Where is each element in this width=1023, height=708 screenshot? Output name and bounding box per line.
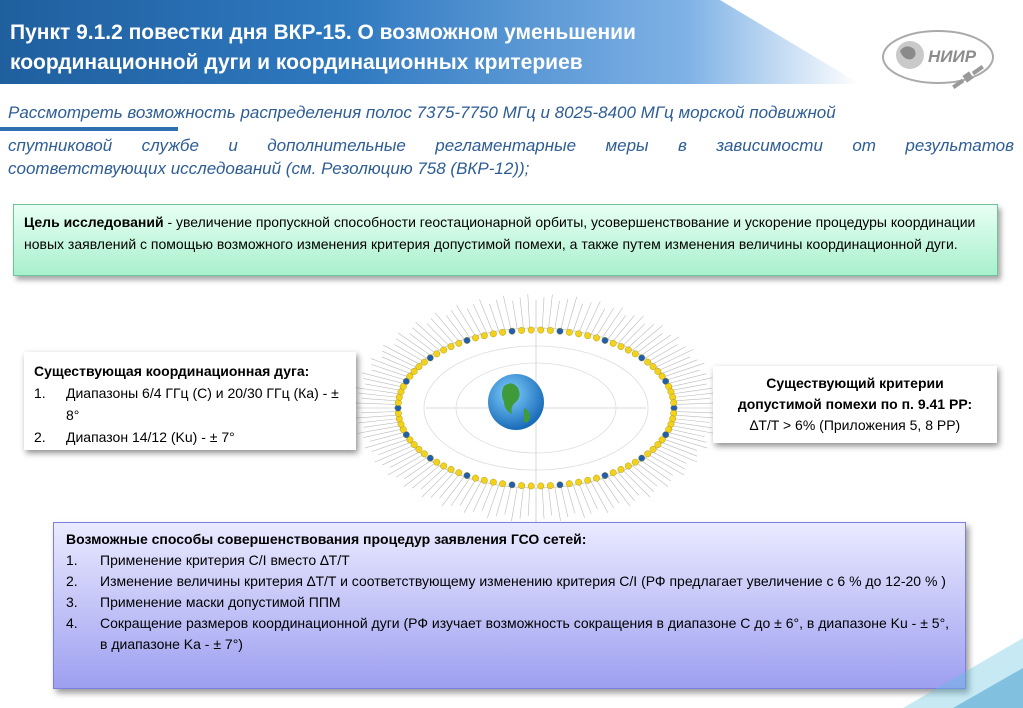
satellite-marker — [547, 482, 553, 488]
orbit-spoke — [370, 433, 403, 442]
orbit-spoke — [446, 315, 464, 339]
satellite-marker — [464, 337, 470, 343]
orbit-spoke — [383, 345, 419, 364]
orbit-spoke — [362, 398, 397, 401]
list-number: 2. — [66, 573, 78, 589]
orbit-spoke — [555, 487, 561, 521]
satellite-marker — [456, 340, 462, 346]
goal-label: Цель исследований — [24, 214, 164, 230]
satellite-marker — [472, 475, 478, 481]
orbit-spoke — [362, 373, 403, 384]
satellite-marker — [448, 343, 454, 349]
orbit-spoke — [591, 482, 608, 513]
orbit-spoke — [513, 301, 518, 329]
satellite-marker — [456, 469, 462, 475]
orbit-spoke — [528, 488, 530, 516]
satellite-marker — [427, 455, 433, 461]
orbit-spoke — [675, 398, 710, 401]
orbit-spoke — [641, 461, 670, 481]
orbit-spoke — [460, 480, 475, 505]
title-line-2: координационной дуги и координационных критериев — [10, 51, 583, 74]
orbit-spoke — [520, 488, 523, 519]
orbit-spoke — [503, 296, 511, 329]
orbit-spoke — [388, 455, 423, 475]
satellite-marker — [632, 351, 638, 357]
orbit-spoke — [597, 308, 614, 336]
satellite-marker — [593, 335, 599, 341]
research-goal-box — [13, 204, 998, 276]
orbit-spoke — [363, 429, 401, 437]
orbit-spoke — [597, 480, 614, 508]
intro-paragraph — [8, 134, 1014, 180]
satellite-marker — [509, 328, 515, 334]
satellite-marker — [618, 343, 624, 349]
criteria-text: ∆T/T > 6% (Приложения 5, 8 РР) — [749, 417, 961, 433]
orbit-spoke — [676, 403, 715, 404]
satellite-marker — [528, 327, 534, 333]
orbit-spoke — [675, 419, 710, 423]
intro-line-1: Рассмотреть возможность распределения полос 7375-7750 МГц и 8025-8400 МГц морской подвижной — [8, 103, 836, 122]
methods-header: Возможные способы совершенствования процедур заявления ГСО сетей: — [66, 531, 587, 547]
list-text: Применение маски допустимой ППМ — [100, 594, 341, 610]
satellite-marker — [625, 463, 631, 469]
orbit-spoke — [549, 294, 553, 328]
orbit-spoke — [451, 478, 469, 505]
gso-orbit-diagram — [356, 290, 716, 522]
niir-logo — [880, 25, 1000, 95]
list-number: 4. — [66, 615, 78, 631]
orbit-spoke — [649, 455, 684, 475]
satellite-marker — [538, 327, 544, 333]
satellite-marker — [575, 331, 581, 337]
satellite-marker — [610, 340, 616, 346]
satellite-marker — [547, 327, 553, 333]
criteria-header-2: допустимой помехи по п. 9.41 РР: — [737, 396, 973, 412]
orbit-spoke — [676, 412, 715, 413]
methods-list — [66, 550, 953, 655]
corner-decoration — [863, 618, 1023, 708]
orbit-spoke — [473, 483, 487, 512]
orbit-spoke — [675, 415, 716, 418]
interference-criteria-box — [713, 366, 997, 443]
orbit-spoke — [451, 310, 469, 337]
satellite-marker — [440, 347, 446, 353]
list-number: 2. — [34, 429, 46, 445]
list-text: Сокращение размеров координационной дуги (РФ изучает возможность сокращения в диапазоне С до ± 6°, в диапазоне Ku - ± 5°, в диапазоне Ka - ± 7°) — [100, 615, 950, 652]
satellite-marker — [639, 455, 645, 461]
orbit-spoke — [511, 487, 517, 521]
orbit-spoke — [356, 415, 397, 418]
page-title — [10, 18, 770, 78]
orbit-spoke — [645, 337, 679, 358]
orbit-spoke — [473, 304, 487, 333]
orbit-spoke — [404, 463, 435, 486]
orbit-spoke — [656, 350, 693, 367]
arc-box-header: Существующая координационная дуга: — [34, 363, 310, 379]
orbit-spoke — [669, 433, 706, 443]
orbit-spoke — [505, 487, 511, 515]
list-item — [66, 571, 953, 592]
orbit-spoke — [561, 487, 568, 518]
satellite-marker — [440, 463, 446, 469]
satellite-marker — [650, 446, 656, 452]
list-item — [34, 426, 346, 448]
orbit-spoke — [672, 384, 706, 390]
orbit-spoke — [358, 426, 400, 434]
orbit-spoke — [457, 305, 476, 336]
orbit-spoke — [520, 297, 523, 328]
satellite-marker — [602, 337, 608, 343]
orbit-spoke — [602, 478, 619, 503]
satellite-marker — [427, 355, 433, 361]
satellite-marker — [416, 363, 422, 369]
orbit-spoke — [359, 393, 398, 397]
satellite-marker — [575, 479, 581, 485]
orbit-spoke — [667, 370, 700, 380]
list-item — [66, 550, 953, 571]
satellite-marker — [499, 480, 505, 486]
satellite-marker — [644, 451, 650, 457]
improvement-methods-box — [53, 522, 966, 689]
orbit-spoke — [555, 301, 560, 329]
satellite-marker — [566, 329, 572, 335]
orbit-spoke — [479, 300, 492, 332]
satellite-marker — [650, 363, 656, 369]
list-text: Применение критерия C/I вместо ∆T/T — [100, 552, 350, 568]
list-number: 1. — [66, 552, 78, 568]
orbit-spoke — [672, 426, 714, 434]
satellite-marker — [472, 335, 478, 341]
orbit-spoke — [365, 384, 399, 390]
satellite-marker — [499, 329, 505, 335]
orbit-spoke — [356, 403, 396, 405]
satellite-marker — [518, 482, 524, 488]
satellite-marker — [448, 466, 454, 472]
orbit-spoke — [579, 302, 591, 331]
orbit-spoke — [359, 419, 398, 423]
satellite-marker — [639, 355, 645, 361]
satellite-marker — [670, 399, 676, 405]
satellite-marker — [518, 327, 524, 333]
satellite-marker — [655, 441, 661, 447]
orbit-spoke — [496, 486, 505, 516]
accent-bar — [0, 127, 178, 131]
satellite-marker — [481, 332, 487, 338]
orbit-spoke — [665, 439, 697, 450]
satellite-marker — [490, 331, 496, 337]
satellite-marker — [490, 479, 496, 485]
satellite-marker — [584, 332, 590, 338]
list-text: Диапазон 14/12 (Ku) - ± 7° — [66, 429, 235, 445]
criteria-header-1: Существующий критерии — [766, 375, 944, 391]
satellite-marker — [434, 459, 440, 465]
satellite-marker — [644, 359, 650, 365]
intro-line-2: спутниковой службе и дополнительные регламентарные меры в зависимости от результатов — [8, 136, 1014, 155]
orbit-spoke — [675, 393, 716, 398]
orbit-spoke — [567, 486, 575, 513]
orbit-spoke — [633, 326, 663, 351]
orbit-spoke — [464, 482, 481, 513]
orbit-spoke — [637, 463, 668, 486]
orbit-spoke — [467, 309, 481, 335]
orbit-spoke — [364, 422, 398, 427]
coordination-arc-box — [24, 352, 356, 450]
orbit-spoke — [585, 483, 597, 509]
satellite-marker — [593, 475, 599, 481]
orbit-spoke — [561, 299, 568, 330]
list-item — [66, 613, 953, 655]
orbit-spoke — [496, 300, 505, 330]
satellite-marker — [416, 446, 422, 452]
satellite-marker — [421, 359, 427, 365]
orbit-spoke — [669, 374, 706, 384]
list-number: 3. — [66, 594, 78, 610]
orbit-spoke — [372, 370, 405, 380]
satellite-marker — [632, 459, 638, 465]
satellite-marker — [528, 483, 534, 489]
satellite-marker — [557, 328, 563, 334]
orbit-spoke — [361, 412, 396, 413]
orbit-spoke — [542, 488, 544, 519]
goal-text: - увеличение пропускной способности геостационарной орбиты, усовершенствование и ускорение процедуры координации новых заявлений с помощью возможного изменения критерия допустимой помехи, а также путем изменения величины координационной дуги. — [24, 214, 976, 252]
orbit-spoke — [549, 488, 552, 516]
orbit-spoke — [528, 294, 530, 328]
orbit-spoke — [363, 378, 401, 386]
orbit-spoke — [579, 484, 591, 513]
satellite-marker — [464, 472, 470, 478]
satellite-marker — [584, 477, 590, 483]
satellite-marker — [434, 351, 440, 357]
list-text: Изменение величины критерия ∆T/T и соответствующему изменению критерия C/I (РФ предлагает увеличение с 6 % до 12-20 % ) — [100, 573, 946, 589]
orbit-spoke — [591, 309, 605, 335]
satellite-marker — [625, 347, 631, 353]
satellite-marker — [557, 482, 563, 488]
list-text: Диапазоны 6/4 ГГц (С) и 20/30 ГГц (Ка) - ± 8° — [66, 385, 339, 423]
orbit-spoke — [440, 475, 459, 498]
orbit-spoke — [608, 315, 626, 339]
orbit-spoke — [671, 378, 712, 387]
list-item — [66, 592, 953, 613]
orbit-spoke — [416, 322, 444, 348]
intro-line-3: соответствующих исследований (см. Резолюцию 758 (ВКР-12)); — [8, 159, 530, 178]
satellite-marker — [618, 466, 624, 472]
satellite-marker — [610, 469, 616, 475]
orbit-spoke — [585, 301, 600, 333]
logo-text: НИИР — [928, 47, 977, 66]
satellite-marker — [538, 483, 544, 489]
satellite-marker — [602, 472, 608, 478]
list-item — [34, 382, 346, 426]
orbit-spoke — [378, 443, 410, 455]
satellite-marker — [509, 482, 515, 488]
title-line-1: Пункт 9.1.2 повестки дня ВКР-15. О возможном уменьшении — [10, 21, 636, 44]
satellite-marker — [421, 451, 427, 457]
list-number: 1. — [34, 385, 46, 401]
satellite-marker — [481, 477, 487, 483]
orbit-spoke — [542, 297, 544, 328]
satellite-marker — [411, 368, 417, 374]
orbit-spoke — [398, 333, 430, 355]
arc-list — [34, 382, 346, 448]
satellite-marker — [566, 480, 572, 486]
